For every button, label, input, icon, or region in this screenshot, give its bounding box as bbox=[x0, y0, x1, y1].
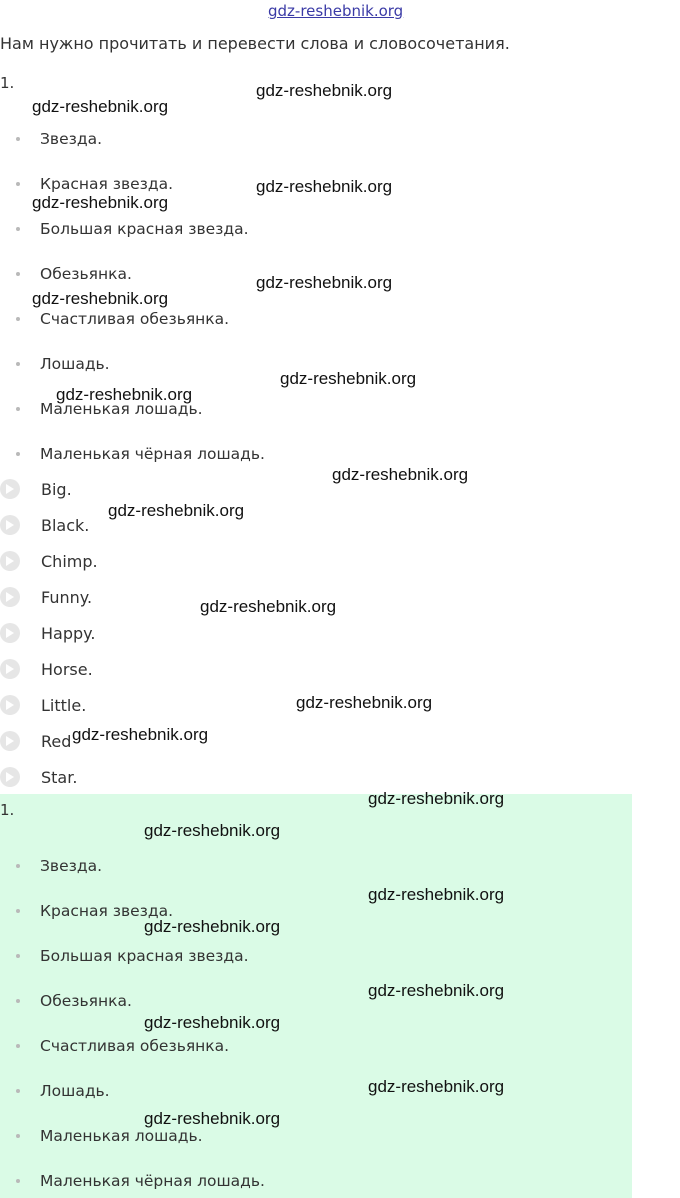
audio-word-item: Little. bbox=[0, 694, 86, 716]
play-icon[interactable] bbox=[0, 587, 20, 607]
watermark: gdz-reshebnik.org bbox=[280, 369, 417, 388]
watermark: gdz-reshebnik.org bbox=[256, 273, 393, 292]
watermark: gdz-reshebnik.org bbox=[332, 465, 469, 484]
bullet-icon bbox=[16, 407, 20, 411]
audio-word-item: Big. bbox=[0, 478, 72, 500]
list-item: Большая красная звезда. bbox=[16, 218, 249, 240]
list-item: Маленькая лошадь. bbox=[16, 1125, 203, 1147]
bullet-icon bbox=[16, 182, 20, 186]
task-intro: Нам нужно прочитать и перевести слова и словосочетания. bbox=[0, 34, 510, 53]
play-icon[interactable] bbox=[0, 551, 20, 571]
bullet-icon bbox=[16, 999, 20, 1003]
watermark: gdz-reshebnik.org bbox=[56, 385, 193, 404]
list-item: Маленькая чёрная лошадь. bbox=[16, 443, 265, 465]
watermark: gdz-reshebnik.org bbox=[368, 885, 505, 904]
list-item: Большая красная звезда. bbox=[16, 945, 249, 967]
bullet-icon bbox=[16, 1044, 20, 1048]
bullet-icon bbox=[16, 452, 20, 456]
audio-word-item: Chimp. bbox=[0, 550, 98, 572]
list-item: Обезьянка. bbox=[16, 990, 132, 1012]
bullet-icon bbox=[16, 227, 20, 231]
bullet-icon bbox=[16, 362, 20, 366]
play-icon[interactable] bbox=[0, 515, 20, 535]
audio-word-item: Red bbox=[0, 730, 71, 752]
play-icon[interactable] bbox=[0, 479, 20, 499]
play-icon[interactable] bbox=[0, 767, 20, 787]
watermark: gdz-reshebnik.org bbox=[108, 501, 245, 520]
watermark: gdz-reshebnik.org bbox=[296, 693, 433, 712]
audio-word-item: Happy. bbox=[0, 622, 95, 644]
list-item: Красная звезда. bbox=[16, 900, 173, 922]
list-item: Лошадь. bbox=[16, 1080, 110, 1102]
task-number: 1. bbox=[0, 74, 15, 92]
list-item: Красная звезда. bbox=[16, 173, 173, 195]
watermark: gdz-reshebnik.org bbox=[144, 1109, 281, 1128]
bullet-icon bbox=[16, 864, 20, 868]
list-item: Звезда. bbox=[16, 855, 102, 877]
watermark: gdz-reshebnik.org bbox=[144, 1013, 281, 1032]
watermark: gdz-reshebnik.org bbox=[256, 81, 393, 100]
bullet-icon bbox=[16, 272, 20, 276]
answer-number: 1. bbox=[0, 801, 15, 819]
list-item: Маленькая лошадь. bbox=[16, 398, 203, 420]
audio-word-item: Star. bbox=[0, 766, 77, 788]
list-item: Счастливая обезьянка. bbox=[16, 1035, 229, 1057]
bullet-icon bbox=[16, 954, 20, 958]
watermark: gdz-reshebnik.org bbox=[256, 177, 393, 196]
bullet-icon bbox=[16, 909, 20, 913]
watermark: gdz-reshebnik.org bbox=[144, 821, 281, 840]
audio-word-item: Horse. bbox=[0, 658, 93, 680]
list-item: Звезда. bbox=[16, 128, 102, 150]
play-icon[interactable] bbox=[0, 623, 20, 643]
list-item: Маленькая чёрная лошадь. bbox=[16, 1170, 265, 1192]
play-icon[interactable] bbox=[0, 731, 20, 751]
play-icon[interactable] bbox=[0, 659, 20, 679]
watermark: gdz-reshebnik.org bbox=[32, 97, 169, 116]
watermark: gdz-reshebnik.org bbox=[368, 981, 505, 1000]
watermark: gdz-reshebnik.org bbox=[32, 289, 169, 308]
watermark: gdz-reshebnik.org bbox=[200, 597, 337, 616]
site-link[interactable]: gdz-reshebnik.org bbox=[268, 2, 404, 20]
watermark: gdz-reshebnik.org bbox=[144, 917, 281, 936]
bullet-icon bbox=[16, 317, 20, 321]
bullet-icon bbox=[16, 1089, 20, 1093]
watermark: gdz-reshebnik.org bbox=[32, 193, 169, 212]
watermark: gdz-reshebnik.org bbox=[72, 725, 209, 744]
audio-word-item: Funny. bbox=[0, 586, 92, 608]
play-icon[interactable] bbox=[0, 695, 20, 715]
bullet-icon bbox=[16, 137, 20, 141]
audio-word-item: Black. bbox=[0, 514, 89, 536]
list-item: Счастливая обезьянка. bbox=[16, 308, 229, 330]
bullet-icon bbox=[16, 1179, 20, 1183]
list-item: Обезьянка. bbox=[16, 263, 132, 285]
watermark: gdz-reshebnik.org bbox=[368, 1077, 505, 1096]
watermark: gdz-reshebnik.org bbox=[368, 789, 505, 808]
list-item: Лошадь. bbox=[16, 353, 110, 375]
bullet-icon bbox=[16, 1134, 20, 1138]
